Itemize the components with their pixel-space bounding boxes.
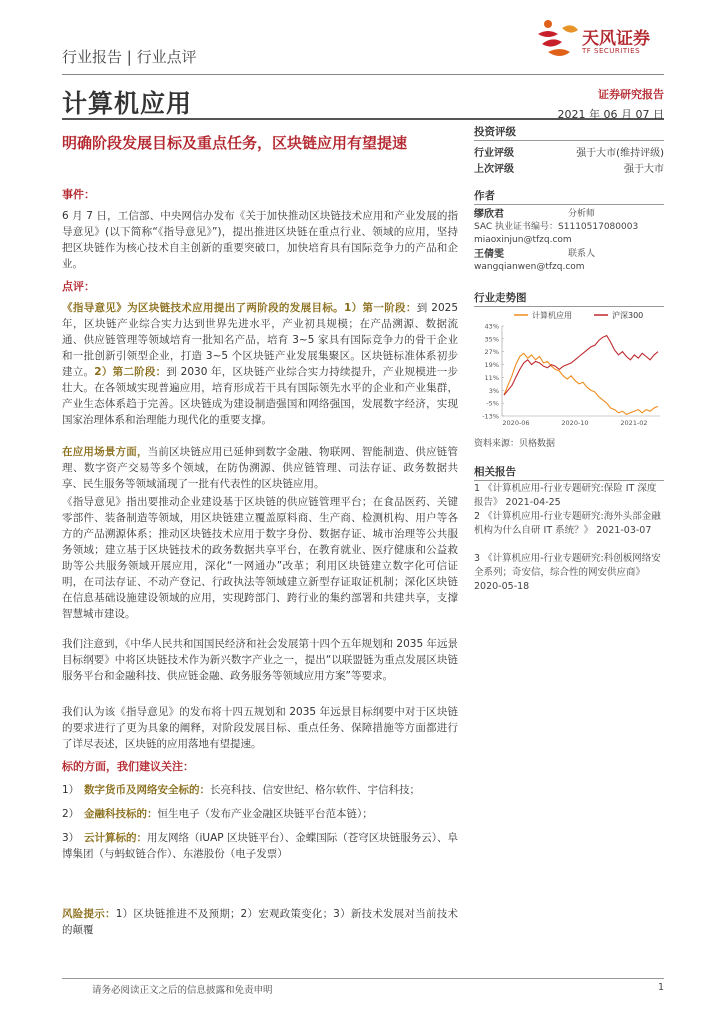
view-text: 我们认为该《指导意见》的发布将十四五规划和 2035 年远景目标纲要中对于区块链的要求进行了更为具象的阐释，对阶段发展目标、重点任务、保障措施等方面都进行了详尽表述，区块链的应用落地有望提速。 (62, 706, 458, 750)
series-line-csi300 (504, 336, 658, 396)
view-paragraph (62, 704, 458, 752)
industry-rating-value: 强于大市(维持评级) (576, 148, 664, 159)
target-category: 金融科技标的： (84, 808, 158, 820)
risk-lead: 风险提示： (62, 908, 116, 920)
target-stocks: 恒生电子（发布产业金融区块链平台范本链）； (157, 808, 373, 820)
author-role: 联系人 (568, 249, 596, 259)
chart-source: 资料来源：贝格数据 (474, 439, 556, 449)
related-title: 相关报告 (474, 466, 516, 478)
goal-lead: 《指导意见》为区块链技术应用提出了两阶段的发展目标。1）第一阶段： (62, 302, 417, 314)
chart-series (504, 336, 658, 415)
event-paragraph (62, 208, 458, 272)
y-tick-label: 43% (484, 322, 499, 331)
scenario-paragraph (62, 444, 458, 492)
author-divider (474, 204, 664, 205)
chart-legend (514, 310, 643, 320)
goal-stage2: 到 2030 年，区块链产业综合实力持续提升，产业规模进一步壮大。在各领域实现普遍应用，培育形成若干具有国际领先水平的企业和产业集群，产业生态体系趋于完善。区块链成为建设制造强国和网络强国，发展数字经济，实现国家治理体系和治理能力现代化的重要支撑。 (62, 366, 458, 426)
x-tick-label: 2021-02 (620, 419, 648, 427)
author-role: 分析师 (568, 209, 596, 219)
event-text: 6 月 7 日，工信部、中央网信办发布《关于加快推动区块链技术应用和产业发展的指导意见》(以下简称“《指导意见》”)，提出推进区块链在重点行业、领域的应用，坚持把区块链作为核心技术自主创新的重要突破口，加快培育具有国际竞争力的产品和企业。 (62, 210, 458, 270)
y-tick-label: 19% (484, 361, 499, 370)
x-tick-label: 2020-06 (502, 419, 530, 427)
author-name: 王倩雯 (474, 249, 504, 260)
footer-divider (62, 978, 664, 979)
y-tick-label: 3% (488, 386, 499, 395)
last-rating-value: 强于大市 (624, 164, 664, 175)
risk-text: 1）区块链推进不及预期；2）宏观政策变化；3）新技术发展对当前技术的颠覆 (62, 908, 459, 936)
rating-divider (474, 140, 664, 141)
goal-paragraph (62, 300, 458, 428)
trend-divider (474, 306, 664, 307)
risk-paragraph (62, 906, 458, 938)
target-number: 1） (62, 784, 80, 796)
header-divider (62, 74, 664, 75)
target-item-1 (62, 782, 458, 798)
goal-stage1: 到 2025 年，区块链产业综合实力达到世界先进水平，产业初具规模；在产品溯源、数据流通、供应链管理等领域培育一批知名产品，培育 3~5 家具有国际竞争力的骨干企业和一批创新引领型企业，打造 3~5 个区块链产业发展集聚区。区块链标准体系初步建立。 (62, 302, 459, 378)
legend-label: 计算机应用 (532, 311, 572, 320)
logo-english: TF SECURITIES (582, 47, 641, 55)
industry-rating-label: 行业评级 (474, 148, 514, 159)
y-tick-label: 27% (484, 348, 499, 357)
chart-y-axis (482, 323, 504, 421)
event-title: 事件： (62, 188, 95, 201)
x-tick-label: 2020-10 (561, 419, 589, 427)
target-category: 数字货币及网络安全标的： (84, 784, 210, 796)
author-email: wangqianwen@tfzq.com (474, 262, 585, 272)
target-number: 2） (62, 808, 80, 820)
report-type: 证券研究报告 (598, 88, 664, 101)
target-stocks: 用友网络（iUAP 区块链平台）、金蝶国际（苍穹区块链服务云）、阜博集团（与蚂蚁链合作）、东港股份（电子发票） (62, 832, 458, 860)
author-sac: SAC 执业证书编号：S1110517080003 (474, 222, 639, 232)
plan-paragraph (62, 636, 458, 684)
last-rating-label: 上次评级 (474, 164, 514, 175)
target-category: 云计算标的： (84, 832, 147, 844)
guidance-text: 《指导意见》指出要推动企业建设基于区块链的供应链管理平台；在食品医药、关键零部件、装备制造等领域，用区块链建立覆盖原料商、生产商、检测机构、用户等各方的产品溯源体系；推动区块链技术应用于数字身份、数据存证、城市治理等公共服务领域；建立基于区块链技术的政务数据共享平台，在教育就业、医疗健康和公益救助等公共服务领域开展应用，深化“一网通办”改革；利用区块链建立数字化可信证明，在司法存证、不动产登记、行政执法等领域建立新型存证取证机制；深化区块链在信息基础设施建设领域的应用，实现跨部门、跨行业的集约部署和共建共享，支撑智慧城市建设。 (62, 496, 458, 620)
comment-title: 点评： (62, 280, 95, 293)
y-tick-label: 35% (484, 335, 499, 344)
y-tick-label: -13% (482, 412, 499, 421)
rating-title: 投资评级 (474, 126, 516, 138)
report-category: 行业报告 | 行业点评 (62, 48, 197, 66)
sector-title: 计算机应用 (62, 89, 193, 118)
report-date: 2021 年 06 月 07 日 (557, 108, 664, 121)
series-line-computer-app (504, 353, 658, 414)
author-name: 缪欣君 (474, 209, 504, 220)
page-number: 1 (657, 982, 664, 993)
target-number: 3） (62, 832, 80, 844)
author-title: 作者 (474, 190, 495, 202)
related-report-1[interactable]: 1 《计算机应用-行业专题研究:保险 IT 深度报告》 2021-04-25 (474, 483, 657, 508)
y-tick-label: -5% (486, 399, 499, 408)
logo-chinese: 天风证券 (582, 29, 650, 49)
targets-title: 标的方面，我们建议关注： (62, 760, 194, 773)
guidance-paragraph (62, 494, 458, 622)
related-report-3[interactable]: 3 《计算机应用-行业专题研究:科创板网络安全系列；奇安信，综合性的网安供应商》 2020-05-18 (474, 553, 661, 592)
scenario-lead: 在应用场景方面， (62, 446, 148, 458)
industry-trend-chart (474, 308, 664, 432)
author-email: miaoxinjun@tfzq.com (474, 235, 572, 245)
legend-label: 沪深300 (612, 311, 644, 320)
target-stocks: 长亮科技、信安世纪、格尔软件、宇信科技； (210, 784, 420, 796)
y-tick-label: 11% (484, 373, 499, 382)
footer-disclaimer: 请务必阅读正文之后的信息披露和免责申明 (92, 985, 273, 996)
chart-x-axis (502, 416, 660, 427)
trend-title: 行业走势图 (474, 292, 527, 304)
related-report-2[interactable]: 2 《计算机应用-行业专题研究:海外头部金融机构为什么自研 IT 系统？》 2021-03-07 (474, 511, 661, 536)
goal-stage2-lead: 2）第二阶段： (94, 366, 167, 378)
related-divider (474, 480, 664, 481)
plan-text: 我们注意到，《中华人民共和国国民经济和社会发展第十四个五年规划和 2035 年远景目标纲要》中将区块链技术作为新兴数字产业之一，提出“以联盟链为重点发展区块链服务平台和金融科技、供应链金融、政务服务等领域应用方案”等要求。 (62, 638, 458, 682)
target-item-2 (62, 806, 458, 822)
report-headline: 明确阶段发展目标及重点任务，区块链应用有望提速 (62, 134, 408, 152)
target-item-3 (62, 830, 458, 862)
scenario-text: 当前区块链应用已延伸到数字金融、物联网、智能制造、供应链管理、数字资产交易等多个领域，在防伪溯源、供应链管理、司法存证、政务数据共享、民生服务等领域涌现了一批有代表性的区块链应用。 (62, 446, 459, 490)
